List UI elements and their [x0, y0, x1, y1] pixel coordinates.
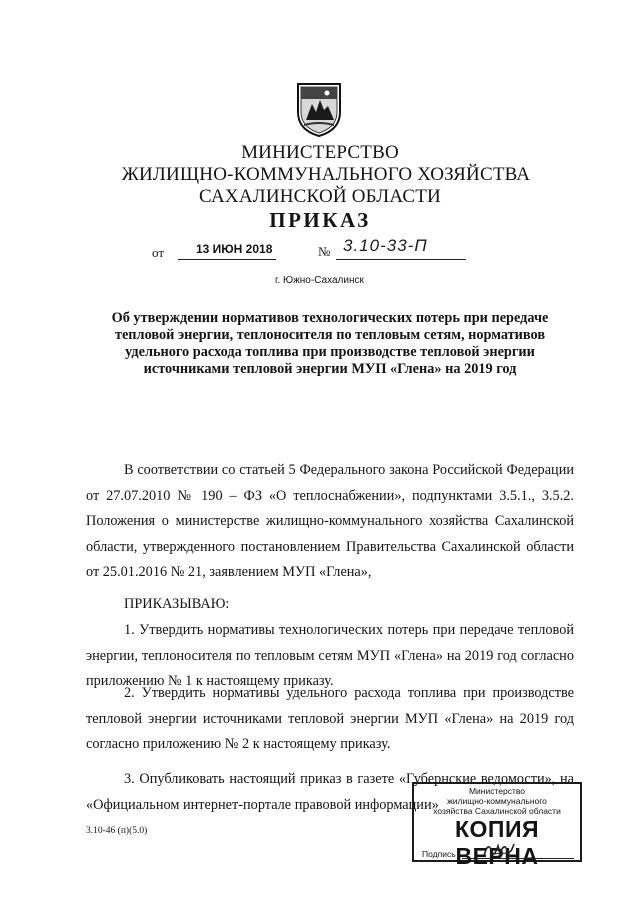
number-prefix: № — [318, 244, 331, 259]
stamp-ministry-line-2: жилищно-коммунального — [447, 796, 547, 806]
order-word: ПРИКАЗЫВАЮ: — [124, 596, 230, 612]
stamp-signature-label: Подпись — [422, 849, 456, 859]
handwritten-order-number: 3.10-33-П — [343, 236, 428, 255]
ministry-name-line-1: МИНИСТЕРСТВО — [241, 142, 399, 163]
preamble-paragraph: В соответствии со статьей 5 Федерального закона Российской Федерации от 27.07.2010 № 190 – ФЗ «О теплоснабжении», подпунктами 3.5.1., 3.5.2. Положения о министерстве жилищно-коммунального хозяйства Сахалинской области, утвержденного постановлением Правительства Сахалинской области от 25.01.2016 № 21, заявлением МУП «Глена», — [86, 462, 574, 580]
ministry-name-line-3: САХАЛИНСКОЙ ОБЛАСТИ — [199, 186, 441, 207]
certified-copy-stamp — [412, 782, 582, 869]
ministry-name-line-2: ЖИЛИЩНО-КОММУНАЛЬНОГО ХОЗЯЙСТВА — [121, 164, 531, 185]
order-subject-heading: Об утверждении нормативов технологических потерь при передаче тепловой энергии, теплоносителя по тепловым сетям, нормативов удельного расхода топлива при производстве тепловой энергии источниками тепловой энергии МУП «Глена» на 2019 год — [111, 310, 549, 377]
date-stamp-value: 13 ИЮН 2018 — [196, 242, 273, 256]
order-item-2: 2. Утвердить нормативы удельного расхода топлива при производстве тепловой энергии источниками тепловой энергии МУП «Глена» на 2019 год согласно приложению № 2 к настоящему приказу. — [86, 685, 574, 752]
coat-of-arms-icon — [296, 82, 342, 138]
date-underline — [178, 259, 276, 260]
document-type-title: ПРИКАЗ — [269, 208, 371, 232]
stamp-copy-certified-title: КОПИЯ ВЕРНА — [454, 816, 540, 869]
number-underline — [336, 259, 466, 260]
form-code: 3.10-46 (п)(5.0) — [86, 826, 148, 836]
stamp-ministry-line-3: хозяйства Сахалинской области — [433, 806, 561, 816]
handwritten-signature-icon — [480, 836, 520, 862]
stamp-ministry-line-1: Министерство — [468, 786, 526, 796]
date-prefix: от — [152, 245, 165, 260]
order-item-1: 1. Утвердить нормативы технологических потерь при передаче тепловой энергии, теплоносителя по тепловым сетям МУП «Глена» на 2019 год согласно приложению № 1 к настоящему приказу. — [86, 622, 574, 689]
city-name: г. Южно-Сахалинск — [275, 275, 364, 286]
order-item-3: 3. Опубликовать настоящий приказ в газете «Губернские ведомости», на «Официальном интернет-портале правовой информации» — [86, 771, 574, 813]
